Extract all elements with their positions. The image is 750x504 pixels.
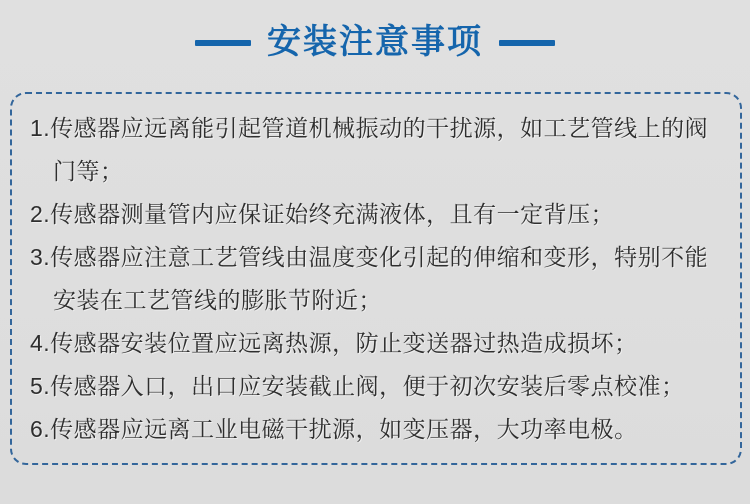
notice-item-4: 4.传感器安装位置应远离热源，防止变送器过热造成损坏；	[30, 330, 638, 356]
notice-item-2: 2.传感器测量管内应保证始终充满液体，且有一定背压；	[30, 201, 615, 227]
notice-item-3: 3.传感器应注意工艺管线由温度变化引起的伸缩和变形，特别不能安装在工艺管线的膨胀节附近；	[30, 244, 709, 313]
notice-item-5: 5.传感器入口，出口应安装截止阀，便于初次安装后零点校准；	[30, 373, 685, 399]
page-title: 安装注意事项	[267, 23, 483, 61]
page-title-row	[0, 24, 750, 61]
notice-item-1: 1.传感器应远离能引起管道机械振动的干扰源，如工艺管线上的阀门等；	[30, 115, 709, 184]
title-right-dash	[499, 40, 555, 46]
notice-box	[10, 92, 742, 465]
title-left-dash	[195, 40, 251, 46]
notice-item-6: 6.传感器应远离工业电磁干扰源，如变压器，大功率电极。	[30, 416, 638, 442]
